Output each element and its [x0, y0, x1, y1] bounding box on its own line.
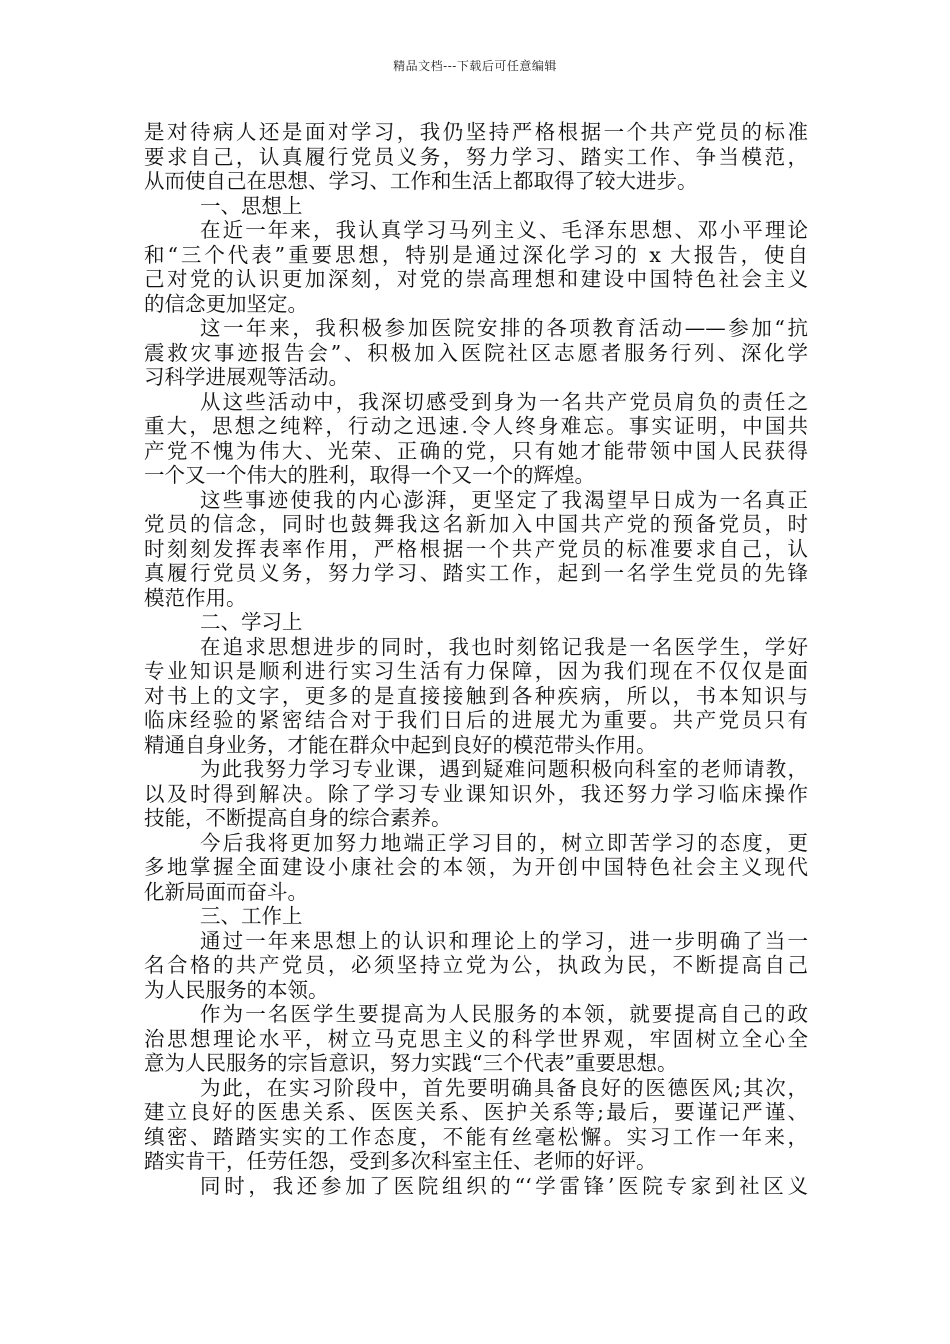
text-line: 踏实肯干，任劳任怨，受到多次科室主任、老师的好评。 — [144, 1149, 657, 1173]
text-line: 己对党的认识更加深刻，对党的崇高理想和建设中国特色社会主义 — [144, 267, 808, 291]
text-line: 从而使自己在思想、学习、工作和生活上都取得了较大进步。 — [144, 169, 698, 193]
document-body — [144, 120, 808, 1198]
text-line: 一个又一个伟大的胜利，取得一个又一个的辉煌。 — [144, 463, 595, 487]
text-line: 从这些活动中，我深切感受到身为一名共产党员肩负的责任之 — [200, 389, 808, 414]
text-line: 今后我将更加努力地端正学习目的，树立即苦学习的态度，更 — [200, 830, 808, 855]
text-line: 这一年来，我积极参加医院安排的各项教育活动——参加“抗 — [200, 316, 808, 340]
text-line: 时刻刻发挥表率作用，严格根据一个共产党员的标准要求自己，认 — [144, 536, 808, 561]
text-line: 在近一年来，我认真学习马列主义、毛泽东思想、邓小平理论 — [200, 218, 808, 242]
text-line: 这些事迹使我的内心澎湃，更坚定了我渴望早日成为一名真正 — [200, 487, 808, 512]
text-line: 震救灾事迹报告会”、积极加入医院社区志愿者服务行列、深化学 — [144, 340, 808, 365]
text-line: 党员的信念，同时也鼓舞我这名新加入中国共产党的预备党员，时 — [144, 512, 808, 536]
text-line: 产党不愧为伟大、光荣、正确的党，只有她才能带领中国人民获得 — [144, 438, 808, 463]
text-line: 治思想理论水平，树立马克思主义的科学世界观，牢固树立全心全 — [144, 1026, 808, 1051]
text-line: 为此，在实习阶段中，首先要明确具备良好的医德医风;其次， — [200, 1075, 808, 1100]
text-line: 缜密、踏踏实实的工作态度，不能有丝毫松懈。实习工作一年来， — [144, 1124, 808, 1149]
text-line: 以及时得到解决。除了学习专业课知识外，我还努力学习临床操作 — [144, 781, 808, 806]
text-line: 重大，思想之纯粹，行动之迅速.令人终身难忘。事实证明，中国共 — [144, 414, 808, 438]
text-line: 对书上的文字，更多的是直接接触到各种疾病，所以，书本知识与 — [144, 683, 808, 708]
section-heading: 一、思想上 — [200, 193, 303, 218]
section-heading: 二、学习上 — [200, 610, 303, 634]
page-header: 精品文档---下载后可任意编辑 — [393, 59, 557, 73]
text-line: 建立良好的医患关系、医医关系、医护关系等;最后，要谨记严谨、 — [144, 1100, 808, 1124]
text-line: 作为一名医学生要提高为人民服务的本领，就要提高自己的政 — [200, 1002, 808, 1026]
text-line: 的信念更加坚定。 — [144, 291, 308, 316]
text-line: 同时，我还参加了医院组织的“‘学雷锋’医院专家到社区义 — [200, 1173, 808, 1198]
text-line: 专业知识是顺利进行实习生活有力保障，因为我们现在不仅仅是面 — [144, 659, 808, 683]
text-line: 精通自身业务，才能在群众中起到良好的模范带头作用。 — [144, 732, 657, 757]
text-line: 模范作用。 — [144, 585, 247, 610]
text-line: 为此我努力学习专业课，遇到疑难问题积极向科室的老师请教， — [200, 757, 808, 781]
text-line: 要求自己，认真履行党员义务，努力学习、踏实工作、争当模范， — [144, 144, 808, 169]
text-line: 在追求思想进步的同时，我也时刻铭记我是一名医学生，学好 — [200, 634, 808, 659]
text-line: 化新局面而奋斗。 — [144, 879, 308, 904]
text-line: 和“三个代表”重要思想，特别是通过深化学习的 x 大报告，使自 — [144, 242, 808, 267]
section-heading: 三、工作上 — [200, 904, 303, 928]
text-line: 通过一年来思想上的认识和理论上的学习，进一步明确了当一 — [200, 928, 808, 953]
text-line: 临床经验的紧密结合对于我们日后的进展尤为重要。共产党员只有 — [144, 708, 808, 732]
text-line: 真履行党员义务，努力学习、踏实工作，起到一名学生党员的先锋 — [144, 561, 808, 585]
text-line: 意为人民服务的宗旨意识，努力实践“三个代表”重要思想。 — [144, 1051, 678, 1075]
text-line: 名合格的共产党员，必须坚持立党为公，执政为民，不断提高自己 — [144, 953, 808, 977]
text-line: 为人民服务的本领。 — [144, 977, 329, 1002]
text-line: 习科学进展观等活动。 — [144, 365, 349, 389]
text-line: 技能，不断提高自身的综合素养。 — [144, 806, 452, 830]
text-line: 是对待病人还是面对学习，我仍坚持严格根据一个共产党员的标准 — [144, 120, 808, 144]
text-line: 多地掌握全面建设小康社会的本领，为开创中国特色社会主义现代 — [144, 855, 808, 879]
